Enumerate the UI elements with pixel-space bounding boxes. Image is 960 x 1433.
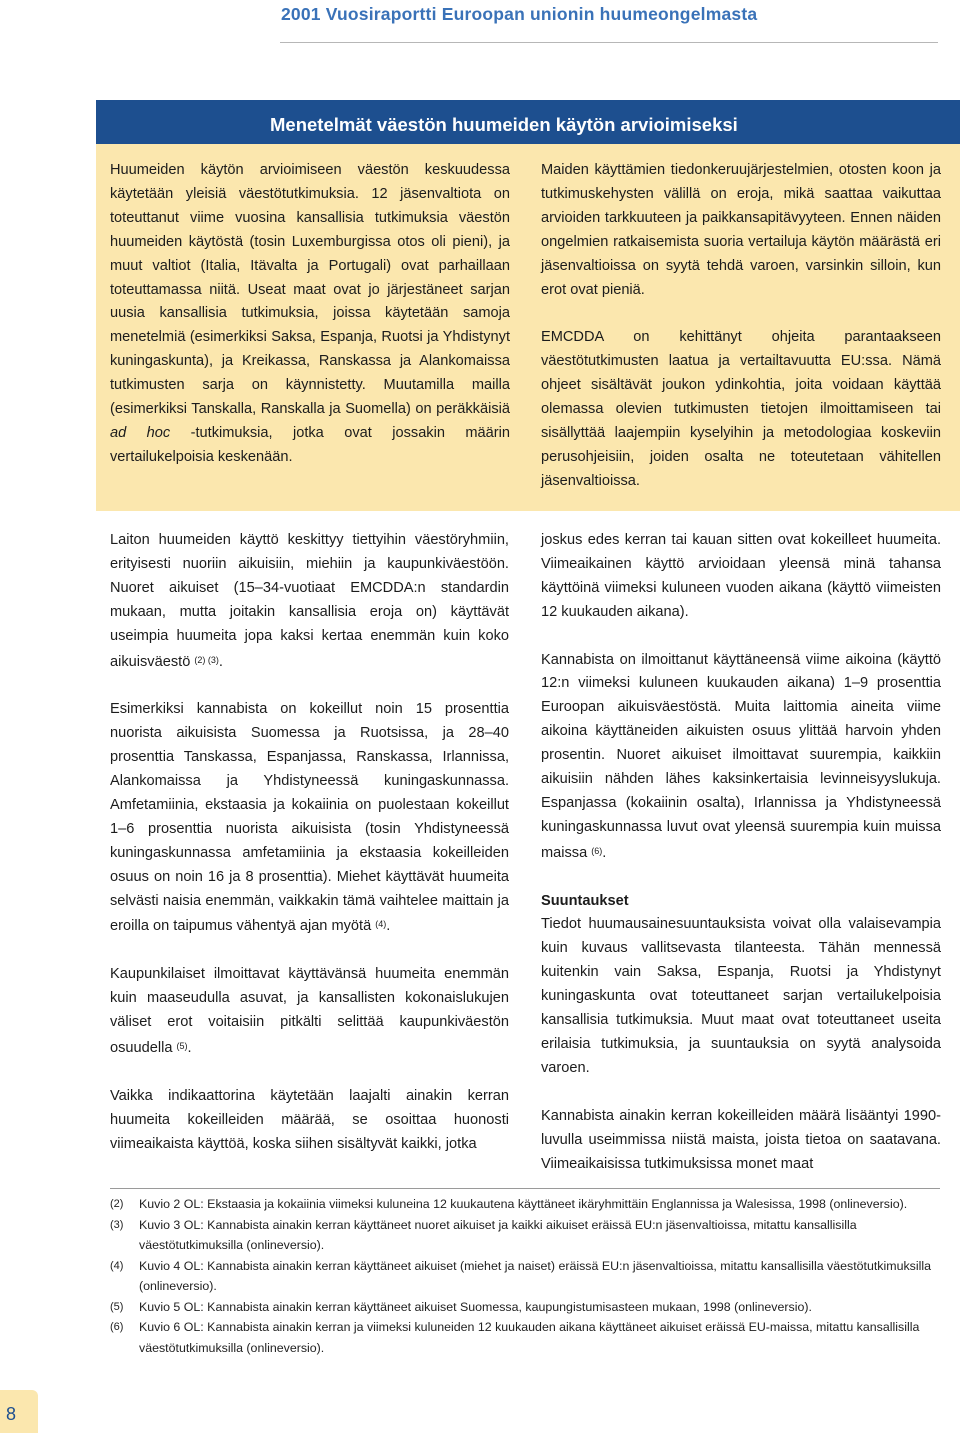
footnote-number: (3): [110, 1218, 124, 1231]
info-box-paragraph: EMCDDA on kehittänyt ohjeita parantaakseen väestötutkimusten laatua ja vertailtavuutta EU:ssa. Nämä ohjeet sisältävät joukon ydinkohtia, joita voidaan käyttää olemassa olevien tutkimusten tietojen ilmoittamiseen tai sisällyttää laajempiin kyselyihin ja metodologiaa koskeviin perusohjeisiin, joiden osalta ne toteutetaan vähitellen jäsenvaltioissa.: [541, 329, 941, 489]
body-paragraph: joskus edes kerran tai kauan sitten ovat kokeilleet huumeita. Viimeaikainen käyttö arvioidaan yleensä minä tahansa käyttöinä viimeksi kuluneen vuoden aikana (käyttö viimeisten 12 kuukauden aikana).: [541, 532, 941, 620]
italic-term: ad hoc: [110, 424, 171, 441]
footnote-number: (4): [110, 1259, 124, 1272]
body-paragraph: Tiedot huumausainesuuntauksista voivat olla valaisevampia kuin kuvaus vallitsevasta tilanteesta. Tähän mennessä kuitenkin vain Saksa, Espanja, Ruotsi ja Yhdistynyt kuningaskunta ovat toteuttaneet sarjan vertailukelpoisia kansallisia tutkimuksia. Muut maat ovat toteuttaneet useita erilaisia tutkimuksia, ja suuntauksia on syytä analysoida varoen.: [541, 916, 941, 1076]
running-header-title: 2001 Vuosiraportti Euroopan unionin huumeongelmasta: [281, 4, 758, 24]
footnote-number: (6): [110, 1321, 124, 1333]
body-paragraph: Esimerkiksi kannabista on kokeillut noin 15 prosenttia nuorista aikuisista Suomessa ja Ruotsissa, ja 28–40 prosenttia Tanskassa, Espanjassa, Ranskassa, Irlannissa, Alankomaissa ja Yhdistyneessä kuningaskunnassa. Amfetamiinia, ekstaasia ja kokaiinia on puolestaan kokeillut 1–6 prosenttia nuorista aikuisista (tosin Yhdistyneessä kuningaskunnassa amfetamiinia ja ekstaasia kokeilleiden osuus on noin 16 ja 8 prosenttia). Miehet käyttävät huumeita selvästi naisia enemmän, vaikkakin tämä vaihtelee maittain ja eroilla on taipumus vähentyä ajan myötä $^{(4)}$.: [110, 701, 509, 935]
subheading-suuntaukset: Suuntaukset: [541, 892, 629, 909]
footnote-text: Kuvio 5 OL: Kannabista ainakin kerran käyttäneet aikuiset Suomessa, kaupungistumisasteen mukaan, 1998 (onlineversio).: [139, 1299, 812, 1314]
footnote-number: (2): [110, 1198, 124, 1210]
footnote-ref[interactable]: (4): [375, 919, 387, 930]
info-box-paragraph: Huumeiden käytön arvioimiseen väestön keskuudessa käytetään yleisiä väestötutkimuksia. 12 jäsenvaltiota on toteuttanut viime vuosina kansallisia tutkimuksia väestön huumeiden käytöstä (tosin Luxemburgissa otos oli pieni), ja muut valtiot (Italia, Itävalta ja Portugali) ovat parhaillaan toteuttamassa niitä. Useat maat ovat jo järjestäneet sarjan uusia kansallisia tutkimuksia, joissa käytetään samoja menetelmiä (esimerkiksi Saksa, Espanja, Ruotsi ja Yhdistynyt kuningaskunta), ja Kreikassa, Ranskassa ja Alankomaissa tutkimusten sarja on käynnistetty. Muutamilla mailla (esimerkiksi Tanskalla, Ranskalla ja Suomella) on peräkkäisiä ad hoc -tutkimuksia, jotka ovat jossakin määrin vertailukelpoisia keskenään.: [110, 162, 510, 465]
section-title: Menetelmät väestön huumeiden käytön arvioimiseksi: [270, 114, 738, 135]
footnote-ref[interactable]: (5): [176, 1041, 188, 1051]
body-paragraph: Kannabista ainakin kerran kokeilleiden määrä lisääntyi 1990-luvulla useimmissa niistä maista, joista tietoa on saatavana. Viimeaikaisissa tutkimuksissa monet maat: [541, 1107, 941, 1172]
body-left-column: [110, 529, 509, 1157]
footnote-item: [110, 1317, 940, 1358]
footnote-text: Kuvio 3 OL: Kannabista ainakin kerran käyttäneet nuoret aikuiset ja kaikki aikuiset eräissä EU:n jäsenvaltioissa, mitattu kansallisilla väestötutkimuksilla (onlineversio).: [139, 1217, 857, 1252]
footnotes: [110, 1194, 940, 1358]
footnote-ref[interactable]: (2) (3): [194, 654, 219, 665]
page-number: 8: [6, 1404, 17, 1424]
info-box-right-column: [541, 159, 941, 494]
footnote-rule: [110, 1188, 940, 1189]
footnote-item: [110, 1256, 940, 1297]
body-paragraph: Kaupunkilaiset ilmoittavat käyttävänsä huumeita enemmän kuin maaseudulla asuvat, ja kansallisten kokonaislukujen väliset erot voitaisiin pitkälti selittää kaupunkiväestön osuudella $^{(5)}$.: [110, 966, 509, 1056]
footnote-ref[interactable]: (6): [591, 845, 603, 856]
header-rule: [280, 42, 938, 43]
body-paragraph: Laiton huumeiden käyttö keskittyy tiettyihin väestöryhmiin, erityisesti nuoriin aikuisiin, miehiin ja kaupunkiväestöön. Nuoret aikuiset (15–34-vuotiaat EMCDDA:n standardin mukaan, mutta joitakin kansallisia eroja on) käyttävät useimpia huumeita jopa kaksi kertaa enemmän kuin koko aikuisväestö $^{(2) (3)}$.: [110, 532, 509, 670]
footnote-text: Kuvio 6 OL: Kannabista ainakin kerran ja viimeksi kuluneiden 12 kuukauden aikana käyttäneet aikuiset eräissä EU-maissa, mitattu kansallisilla väestötutkimuksilla (onlineversio).: [139, 1320, 920, 1355]
body-right-column: [541, 529, 941, 1176]
footnote-text: Kuvio 4 OL: Kannabista ainakin kerran käyttäneet aikuiset (miehet ja naiset) eräissä EU:n jäsenvaltioissa, mitattu kansallisilla väestötutkimuksilla (onlineversio).: [139, 1258, 932, 1293]
info-box-left-column: [110, 159, 510, 470]
footnote-item: [110, 1194, 940, 1215]
footnote-number: (5): [110, 1300, 124, 1313]
footnote-text: Kuvio 2 OL: Ekstaasia ja kokaiinia viimeksi kuluneina 12 kuukautena käyttäneet ikäryhmittäin Englannissa ja Walesissa, 1998 (onlineversio).: [139, 1197, 908, 1211]
footnote-item: [110, 1215, 940, 1256]
footnote-item: [110, 1297, 940, 1318]
info-box-paragraph: Maiden käyttämien tiedonkeruujärjestelmien, otosten koon ja tutkimuskehysten välillä on eroja, mikä saattaa vaikuttaa arvioiden tarkkuuteen ja paikkansapitävyyteen. Ennen näiden ongelmien ratkaisemista suoria vertailuja käytön määrästä eri jäsenvaltioissa on syytä tehdä varoen, varsinkin silloin, kun erot ovat pieniä.: [541, 162, 941, 298]
body-paragraph: Kannabista on ilmoittanut käyttäneensä viime aikoina (käyttö 12:n viimeksi kuluneen kuukauden aikana) 1–9 prosenttia Euroopan aikuisväestöstä. Muita laittomia aineita viime aikoina käyttäneiden aikuisten osuus ylittää harvoin yhden prosentin. Nuoret aikuiset ilmoittavat suurempia, kaikkiin aikuisiin nähden lähes kaksinkertaisia levinneisyyslukuja. Espanjassa (kokaiinin osalta), Irlannissa ja Yhdistyneessä kuningaskunnassa luvut ovat yleensä suurempia kuin muissa maissa $^{(6)}$.: [541, 651, 941, 861]
body-paragraph: Vaikka indikaattorina käytetään laajalti ainakin kerran huumeita kokeilleiden määrää, se osoittaa huonosti viimeaikaista käyttöä, koska siihen sisältyvät kaikki, jotka: [110, 1087, 509, 1152]
